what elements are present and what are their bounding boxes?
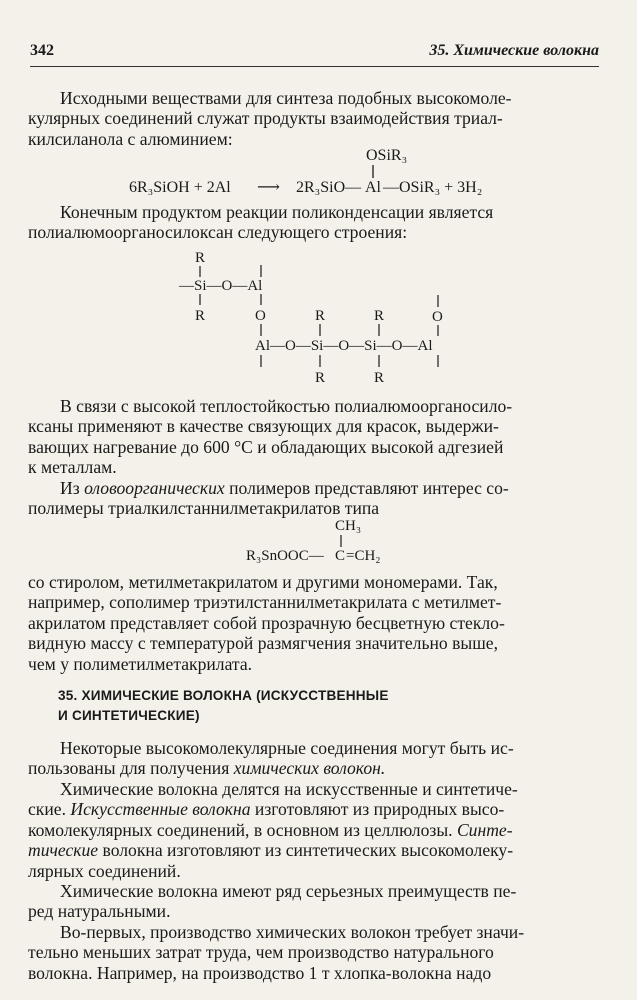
formula-ch3: CH₃ [335,518,362,534]
section-heading [58,686,478,726]
text-line: волокна. Например, на производство 1 т хлопка-волокна надо [28,962,492,983]
text-line: Из оловоорганических полимеров представляют интерес со- [60,478,509,498]
text-line: ские. Искусственные волокна изготовляют из природных высо- [28,799,505,820]
formula-left: R₃SnOOC— [246,548,324,564]
text-line: чем у полиметилметакрилата. [28,653,253,674]
paragraph-advantages [28,881,600,922]
reaction-equation [0,140,637,200]
running-title: 35. Химические волокна [429,42,599,59]
reaction-product-right: —OSiR₃ + 3H₂ [383,179,483,196]
text-line: тельно меньших затрат труда, чем производство натурального [28,942,494,963]
reaction-arrow-icon: ⟶ [257,179,280,196]
text-line: Конечным продуктом реакции поликонденсации является [60,202,494,222]
text-line: комолекулярных соединений, в основном из целлюлозы. Синте- [28,819,513,840]
text-line: В связи с высокой теплостойкостью полиалюмоорганосило- [60,396,513,416]
structure-r-chain-top-2: R [374,308,385,324]
structure-o-left: O [255,308,266,324]
methacrylate-formula [0,514,637,566]
italic-term: тические [28,840,99,861]
paragraph-production-cost [28,922,600,983]
text-line: ксаны применяют в качестве связующих для красок, выдержи- [28,416,499,437]
structure-r-chain-top-1: R [315,308,326,324]
text-line: Во-первых, производство химических волокон требует значи- [60,922,525,942]
paragraph-final-product [28,202,600,243]
formula-carbon: C [335,548,346,564]
structure-o-right: O [432,309,443,325]
text-line: Исходными веществами для синтеза подобных высокомоле- [60,88,512,108]
text-line: акрилатом представляет собой прозрачную бесцветную стекло- [28,612,505,633]
text-line: к металлам. [28,457,117,478]
paragraph-copolymer [28,572,600,674]
structure-si-o-al-top: —Si—O—Al [179,278,263,294]
formula-right: =CH₂ [346,548,381,564]
text-line: полиалюмоорганосилоксан следующего строения: [28,222,408,243]
text-line: Некоторые высокомолекулярные соединения могут быть ис- [60,738,514,758]
italic-term: Искусственные волокна [70,799,251,820]
text-line: Химические волокна имеют ряд серьезных преимуществ пе- [60,881,517,901]
page-header [30,42,599,66]
reaction-reactants: 6R₃SiOH + 2Al [129,179,231,196]
text-line: Химические волокна делятся на искусственные и синтетиче- [60,779,518,799]
structure-r-upper-bottom: R [195,308,206,324]
text-line: видную массу с температурой размягчения значительно выше, [28,633,498,654]
text-line: пользованы для получения химических волокон. [28,758,386,779]
italic-term: Синте- [456,819,513,840]
text-line: тические волокна изготовляют из синтетических высокомолеку- [28,840,514,861]
text-line: например, сополимер триэтилстаннилметакрилата с метилмет- [28,592,502,613]
structure-r-chain-bottom-1: R [315,370,326,386]
reaction-product-al: Al [365,179,381,196]
text-line: килсиланола с алюминием: [28,128,233,149]
text-line: ред натуральными. [28,901,171,922]
text-line: со стиролом, метилметакрилатом и другими мономерами. Так, [28,572,498,592]
text-line: вающих нагревание до 600 °С и обладающих высокой адгезией [28,436,504,457]
text-line: кулярных соединений служат продукты взаимодействия триал- [28,108,503,129]
paragraph-chemical-fibers-intro [28,738,600,779]
paragraph-applications [28,396,600,478]
header-rule [30,66,599,67]
section-heading-line: И СИНТЕТИЧЕСКИЕ) [58,708,200,723]
page-number: 342 [30,42,54,59]
reaction-product-left: 2R₃SiO— [296,179,362,196]
structure-r-chain-bottom-2: R [374,370,385,386]
structure-r-top: R [195,250,206,266]
italic-term: оловоорганических [84,478,225,498]
reaction-osir3-top: OSiR₃ [366,147,408,164]
text-line: полимеры триалкилстаннилметакрилатов типа [28,498,380,519]
structure-chain-row: Al—O—Si—O—Si—O—Al [255,338,433,354]
paragraph-fiber-types [28,779,600,881]
section-heading-line: 35. ХИМИЧЕСКИЕ ВОЛОКНА (ИСКУССТВЕННЫЕ [58,688,389,703]
text-line: лярных соединений. [28,860,181,881]
italic-term: химических волокон. [233,758,386,779]
paragraph-tin-polymers [28,478,600,519]
polymer-structure-diagram [0,245,637,395]
